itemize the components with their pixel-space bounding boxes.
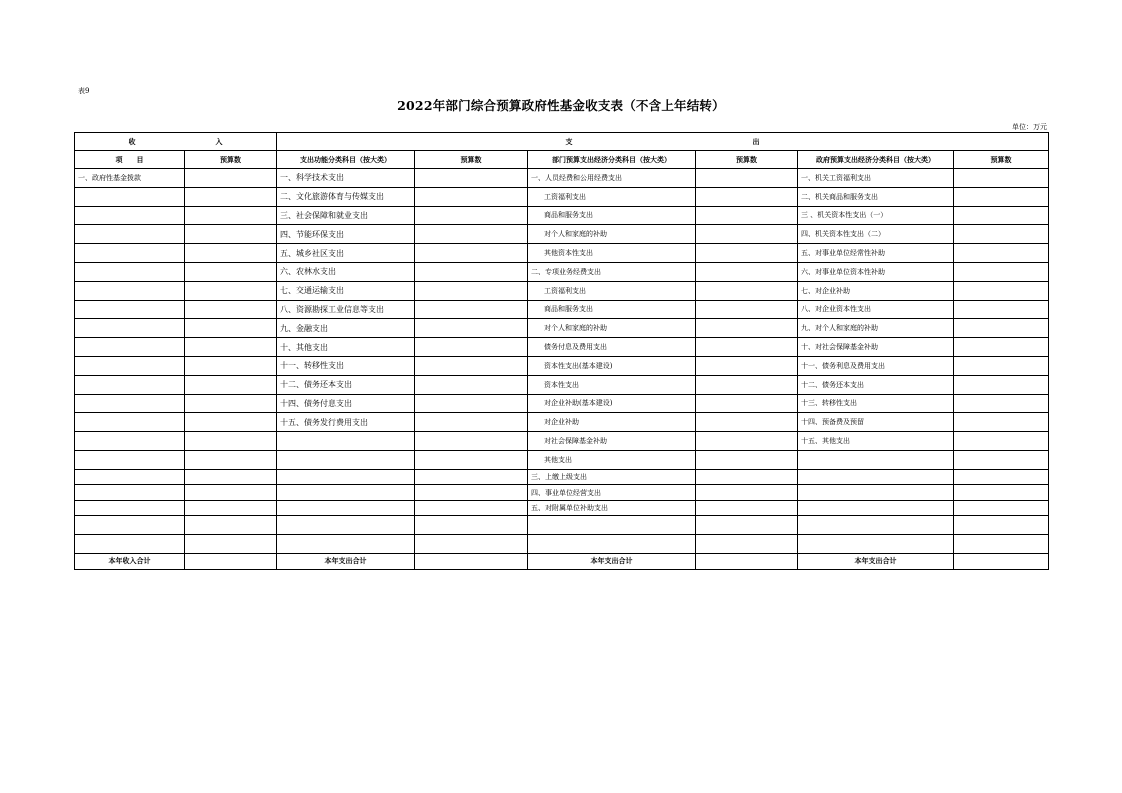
dept-cell: 资本性支出 [528,375,696,394]
income-cell [75,432,185,451]
func-cell: 十四、债务付息支出 [277,394,415,413]
gov-cell: 十四、预备费及预留 [798,413,954,432]
expense-header-char-a: 支 [565,136,573,146]
table-row [75,300,1049,319]
gov-budget-cell [954,206,1049,225]
func-budget-cell [415,485,528,501]
income-budget-cell [185,469,277,485]
income-budget-cell [185,187,277,206]
dept-cell: 一、人员经费和公用经费支出 [528,169,696,188]
table-row [75,225,1049,244]
dept-cell: 工资福利支出 [528,281,696,300]
income-cell [75,187,185,206]
dept-cell: 资本性支出(基本建设) [528,356,696,375]
table-row [75,338,1049,357]
gov-budget-cell [954,413,1049,432]
income-cell [75,225,185,244]
gov-budget-cell [954,244,1049,263]
income-cell [75,375,185,394]
dept-cell [528,516,696,535]
table-row [75,500,1049,516]
gov-budget-cell [954,319,1049,338]
income-cell [75,206,185,225]
total-dept-label: 本年支出合计 [528,553,696,569]
func-cell: 四、节能环保支出 [277,225,415,244]
income-budget-cell [185,432,277,451]
table-row [75,187,1049,206]
dept-budget-cell [696,206,798,225]
gov-cell: 八、对企业资本性支出 [798,300,954,319]
dept-cell: 对个人和家庭的补助 [528,225,696,244]
table-row [75,432,1049,451]
income-budget-cell [185,225,277,244]
dept-cell: 对企业补助 [528,413,696,432]
func-cell: 一、科学技术支出 [277,169,415,188]
table-row [75,535,1049,554]
table-row [75,356,1049,375]
gov-budget-cell [954,356,1049,375]
func-cell: 五、城乡社区支出 [277,244,415,263]
col-header-gov: 政府预算支出经济分类科目（按大类） [798,151,954,169]
total-income-label: 本年收入合计 [75,553,185,569]
income-budget-cell [185,319,277,338]
income-cell [75,469,185,485]
expense-section-header [277,133,1049,151]
gov-cell: 一、机关工资福利支出 [798,169,954,188]
income-cell [75,500,185,516]
func-cell [277,535,415,554]
dept-budget-cell [696,485,798,501]
dept-cell [528,535,696,554]
gov-budget-cell [954,281,1049,300]
income-cell [75,516,185,535]
income-cell [75,356,185,375]
col-header-dept: 部门预算支出经济分类科目（按大类） [528,151,696,169]
func-budget-cell [415,169,528,188]
dept-budget-cell [696,187,798,206]
dept-budget-cell [696,450,798,469]
gov-budget-cell [954,535,1049,554]
gov-budget-cell [954,432,1049,451]
func-cell: 八、资源勘探工业信息等支出 [277,300,415,319]
gov-budget-cell [954,375,1049,394]
page-title: 2022年部门综合预算政府性基金收支表（不含上年结转） [397,98,725,113]
income-cell [75,413,185,432]
gov-cell: 十二、债务还本支出 [798,375,954,394]
income-budget-cell [185,206,277,225]
expense-header-char-b: 出 [752,136,760,146]
func-budget-cell [415,262,528,281]
col-header-func: 支出功能分类科目（按大类） [277,151,415,169]
func-budget-cell [415,516,528,535]
income-cell [75,300,185,319]
gov-cell: 四、机关资本性支出（二） [798,225,954,244]
table-row [75,262,1049,281]
income-section-header [75,133,277,151]
func-cell [277,500,415,516]
income-cell [75,485,185,501]
income-budget-cell [185,450,277,469]
dept-budget-cell [696,413,798,432]
income-header-char-a: 收 [128,136,136,146]
table-row [75,206,1049,225]
func-budget-cell [415,394,528,413]
func-cell: 十五、债务发行费用支出 [277,413,415,432]
col-header-budget-2: 预算数 [415,151,528,169]
dept-cell: 其他支出 [528,450,696,469]
gov-cell: 十、对社会保障基金补助 [798,338,954,357]
dept-cell: 债务付息及费用支出 [528,338,696,357]
dept-budget-cell [696,375,798,394]
gov-budget-cell [954,187,1049,206]
income-budget-cell [185,356,277,375]
gov-cell [798,450,954,469]
income-budget-cell [185,500,277,516]
gov-cell [798,516,954,535]
total-func-label: 本年支出合计 [277,553,415,569]
table-row [75,244,1049,263]
table-row [75,281,1049,300]
income-cell [75,244,185,263]
income-budget-cell [185,338,277,357]
total-func-budget [415,553,528,569]
gov-budget-cell [954,394,1049,413]
dept-budget-cell [696,319,798,338]
income-budget-cell [185,300,277,319]
func-cell [277,469,415,485]
dept-budget-cell [696,225,798,244]
income-budget-cell [185,535,277,554]
gov-budget-cell [954,225,1049,244]
func-budget-cell [415,206,528,225]
gov-budget-cell [954,485,1049,501]
table-body [75,133,1049,570]
func-budget-cell [415,375,528,394]
dept-budget-cell [696,338,798,357]
func-cell: 六、农林水支出 [277,262,415,281]
table-row [75,394,1049,413]
income-cell [75,281,185,300]
func-cell: 二、文化旅游体育与传媒支出 [277,187,415,206]
gov-cell [798,535,954,554]
dept-budget-cell [696,169,798,188]
budget-table [74,132,1049,570]
func-budget-cell [415,469,528,485]
gov-budget-cell [954,169,1049,188]
header-row-section [75,133,1049,151]
gov-cell: 十五、其他支出 [798,432,954,451]
dept-cell: 对企业补助(基本建设) [528,394,696,413]
dept-budget-cell [696,516,798,535]
gov-cell [798,469,954,485]
income-cell [75,394,185,413]
gov-cell: 二、机关商品和服务支出 [798,187,954,206]
dept-budget-cell [696,244,798,263]
gov-budget-cell [954,500,1049,516]
func-budget-cell [415,500,528,516]
gov-cell: 十三、转移性支出 [798,394,954,413]
gov-cell: 十一、债务利息及费用支出 [798,356,954,375]
income-cell [75,535,185,554]
income-budget-cell [185,169,277,188]
table-row [75,169,1049,188]
table-number: 表9 [78,87,90,95]
col-header-item: 项 目 [75,151,185,169]
dept-budget-cell [696,281,798,300]
func-budget-cell [415,244,528,263]
gov-budget-cell [954,450,1049,469]
func-cell [277,432,415,451]
dept-cell: 其他资本性支出 [528,244,696,263]
func-budget-cell [415,432,528,451]
table-row [75,319,1049,338]
income-cell [75,338,185,357]
gov-cell: 七、对企业补助 [798,281,954,300]
gov-cell: 九、对个人和家庭的补助 [798,319,954,338]
dept-budget-cell [696,262,798,281]
col-header-budget-4: 预算数 [954,151,1049,169]
gov-cell: 六、对事业单位资本性补助 [798,262,954,281]
dept-cell: 对社会保障基金补助 [528,432,696,451]
dept-budget-cell [696,535,798,554]
dept-budget-cell [696,432,798,451]
func-budget-cell [415,450,528,469]
total-gov-label: 本年支出合计 [798,553,954,569]
col-header-budget-3: 预算数 [696,151,798,169]
func-cell [277,485,415,501]
gov-cell: 五、对事业单位经常性补助 [798,244,954,263]
totals-row [75,553,1049,569]
gov-budget-cell [954,516,1049,535]
table-row [75,375,1049,394]
income-budget-cell [185,394,277,413]
header-row-columns [75,151,1049,169]
dept-cell: 四、事业单位经营支出 [528,485,696,501]
table-row [75,450,1049,469]
income-cell [75,262,185,281]
dept-budget-cell [696,356,798,375]
gov-budget-cell [954,300,1049,319]
dept-budget-cell [696,469,798,485]
gov-cell: 三 、机关资本性支出（一） [798,206,954,225]
gov-budget-cell [954,469,1049,485]
income-header-char-b: 入 [215,136,223,146]
dept-cell: 五、对附属单位补助支出 [528,500,696,516]
gov-cell [798,500,954,516]
dept-cell: 二、专项业务经费支出 [528,262,696,281]
func-cell [277,450,415,469]
func-cell [277,516,415,535]
total-dept-budget [696,553,798,569]
gov-budget-cell [954,262,1049,281]
unit-label: 单位：万元 [1012,123,1047,131]
income-budget-cell [185,516,277,535]
func-budget-cell [415,225,528,244]
income-budget-cell [185,244,277,263]
func-budget-cell [415,535,528,554]
income-budget-cell [185,375,277,394]
dept-budget-cell [696,394,798,413]
func-budget-cell [415,356,528,375]
dept-cell: 工资福利支出 [528,187,696,206]
func-cell: 三、社会保障和就业支出 [277,206,415,225]
func-budget-cell [415,281,528,300]
income-cell: 一、政府性基金拨款 [75,169,185,188]
dept-budget-cell [696,500,798,516]
col-header-budget-1: 预算数 [185,151,277,169]
func-cell: 十二、债务还本支出 [277,375,415,394]
func-cell: 十一、转移性支出 [277,356,415,375]
func-cell: 九、金融支出 [277,319,415,338]
income-budget-cell [185,413,277,432]
income-budget-cell [185,262,277,281]
func-budget-cell [415,338,528,357]
func-budget-cell [415,187,528,206]
func-budget-cell [415,300,528,319]
table-row [75,413,1049,432]
table-row [75,516,1049,535]
income-budget-cell [185,281,277,300]
func-cell: 七、交通运输支出 [277,281,415,300]
dept-cell: 商品和服务支出 [528,300,696,319]
income-budget-cell [185,485,277,501]
gov-budget-cell [954,338,1049,357]
table-row [75,485,1049,501]
table-row [75,469,1049,485]
income-cell [75,319,185,338]
total-income-budget [185,553,277,569]
func-budget-cell [415,413,528,432]
dept-cell: 三、上缴上级支出 [528,469,696,485]
func-budget-cell [415,319,528,338]
gov-cell [798,485,954,501]
income-cell [75,450,185,469]
dept-budget-cell [696,300,798,319]
total-gov-budget [954,553,1049,569]
dept-cell: 商品和服务支出 [528,206,696,225]
dept-cell: 对个人和家庭的补助 [528,319,696,338]
func-cell: 十、其他支出 [277,338,415,357]
